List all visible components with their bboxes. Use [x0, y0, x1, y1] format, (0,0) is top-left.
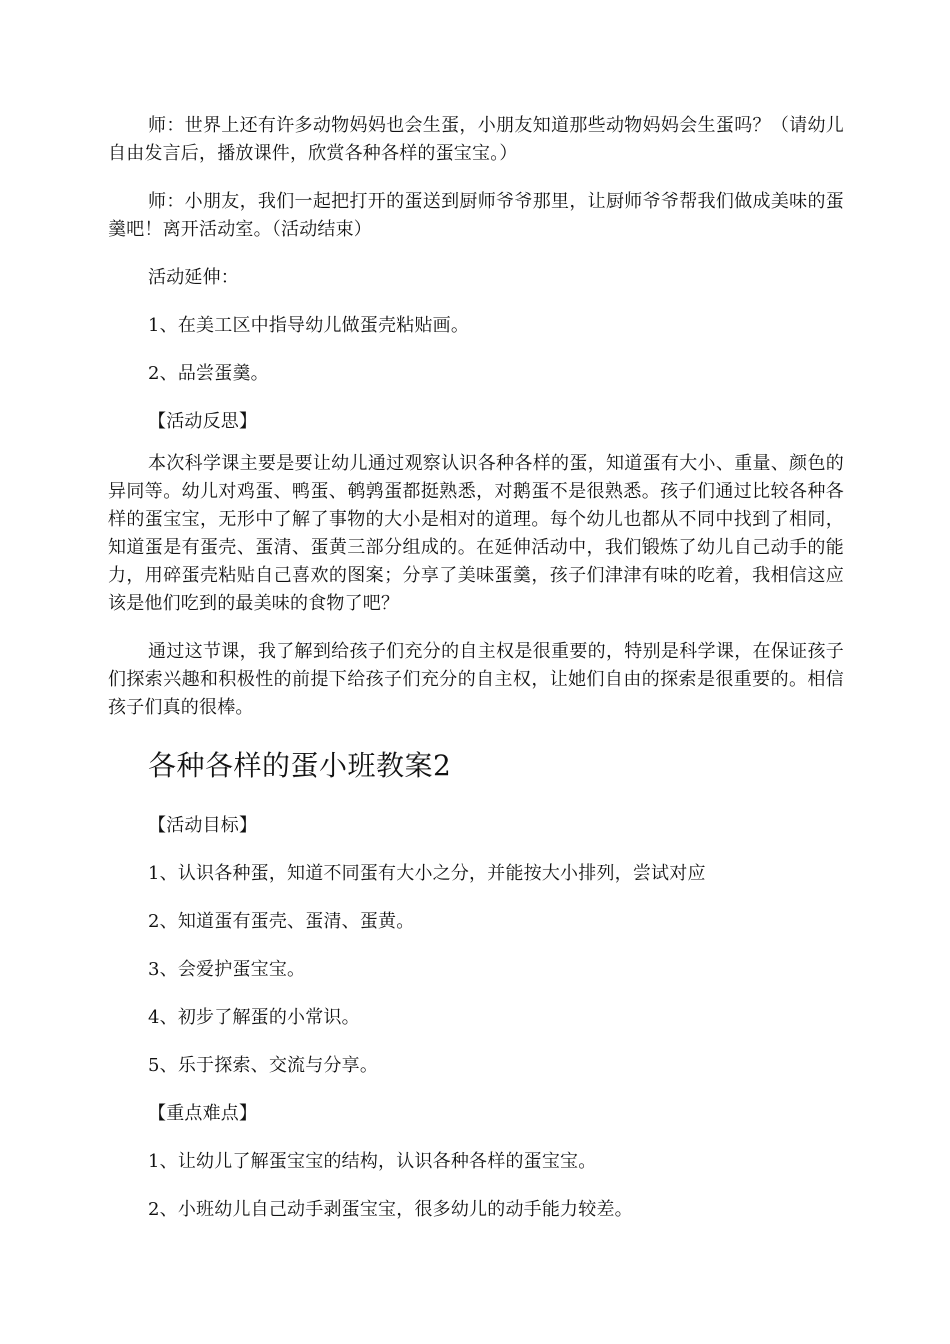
goal-item-4: 4、初步了解蛋的小常识。: [148, 1007, 360, 1028]
key-points-heading: 【重点难点】: [148, 1103, 258, 1124]
reflection-paragraph-1: 本次科学课主要是要让幼儿通过观察认识各种各样的蛋，知道蛋有大小、重量、颜色的异同等。幼儿对鸡蛋、鸭蛋、鹌鹑蛋都挺熟悉，对鹅蛋不是很熟悉。孩子们通过比较各种各样的蛋宝宝，无形中了解了事物的大小是相对的道理。每个幼儿也都从不同中找到了相同，知道蛋是有蛋壳、蛋清、蛋黄三部分组成的。在延伸活动中，我们锻炼了幼儿自己动手的能力，用碎蛋壳粘贴自己喜欢的图案；分享了美味蛋羹，孩子们津津有味的吃着，我相信这应该是他们吃到的最美味的食物了吧？: [108, 453, 844, 614]
extension-heading: 活动延伸：: [148, 267, 239, 288]
reflection-paragraph-2: 通过这节课，我了解到给孩子们充分的自主权是很重要的，特别是科学课，在保证孩子们探索兴趣和积极性的前提下给孩子们充分的自主权，让她们自由的探索是很重要的。相信孩子们真的很棒。: [108, 641, 844, 718]
goals-heading: 【活动目标】: [148, 815, 258, 836]
paragraph-teacher-question: 师：世界上还有许多动物妈妈也会生蛋，小朋友知道那些动物妈妈会生蛋吗？（请幼儿自由发言后，播放课件，欣赏各种各样的蛋宝宝。）: [108, 115, 844, 164]
key-point-item-1: 1、让幼儿了解蛋宝宝的结构，认识各种各样的蛋宝宝。: [148, 1151, 597, 1172]
goal-item-5: 5、乐于探索、交流与分享。: [148, 1055, 379, 1076]
goal-item-1: 1、认识各种蛋，知道不同蛋有大小之分，并能按大小排列，尝试对应: [148, 863, 706, 884]
extension-item-1: 1、在美工区中指导幼儿做蛋壳粘贴画。: [148, 315, 470, 336]
reflection-heading: 【活动反思】: [148, 411, 258, 432]
goal-item-2: 2、知道蛋有蛋壳、蛋清、蛋黄。: [148, 911, 415, 932]
paragraph-teacher-closing: 师：小朋友，我们一起把打开的蛋送到厨师爷爷那里，让厨师爷爷帮我们做成美味的蛋羹吧！离开活动室。（活动结束）: [108, 191, 844, 240]
goal-item-3: 3、会爱护蛋宝宝。: [148, 959, 306, 980]
document-page: [108, 112, 844, 1224]
extension-item-2: 2、品尝蛋羹。: [148, 363, 269, 384]
section-title: 各种各样的蛋小班教案2: [148, 749, 452, 782]
key-point-item-2: 2、小班幼儿自己动手剥蛋宝宝，很多幼儿的动手能力较差。: [148, 1199, 633, 1220]
